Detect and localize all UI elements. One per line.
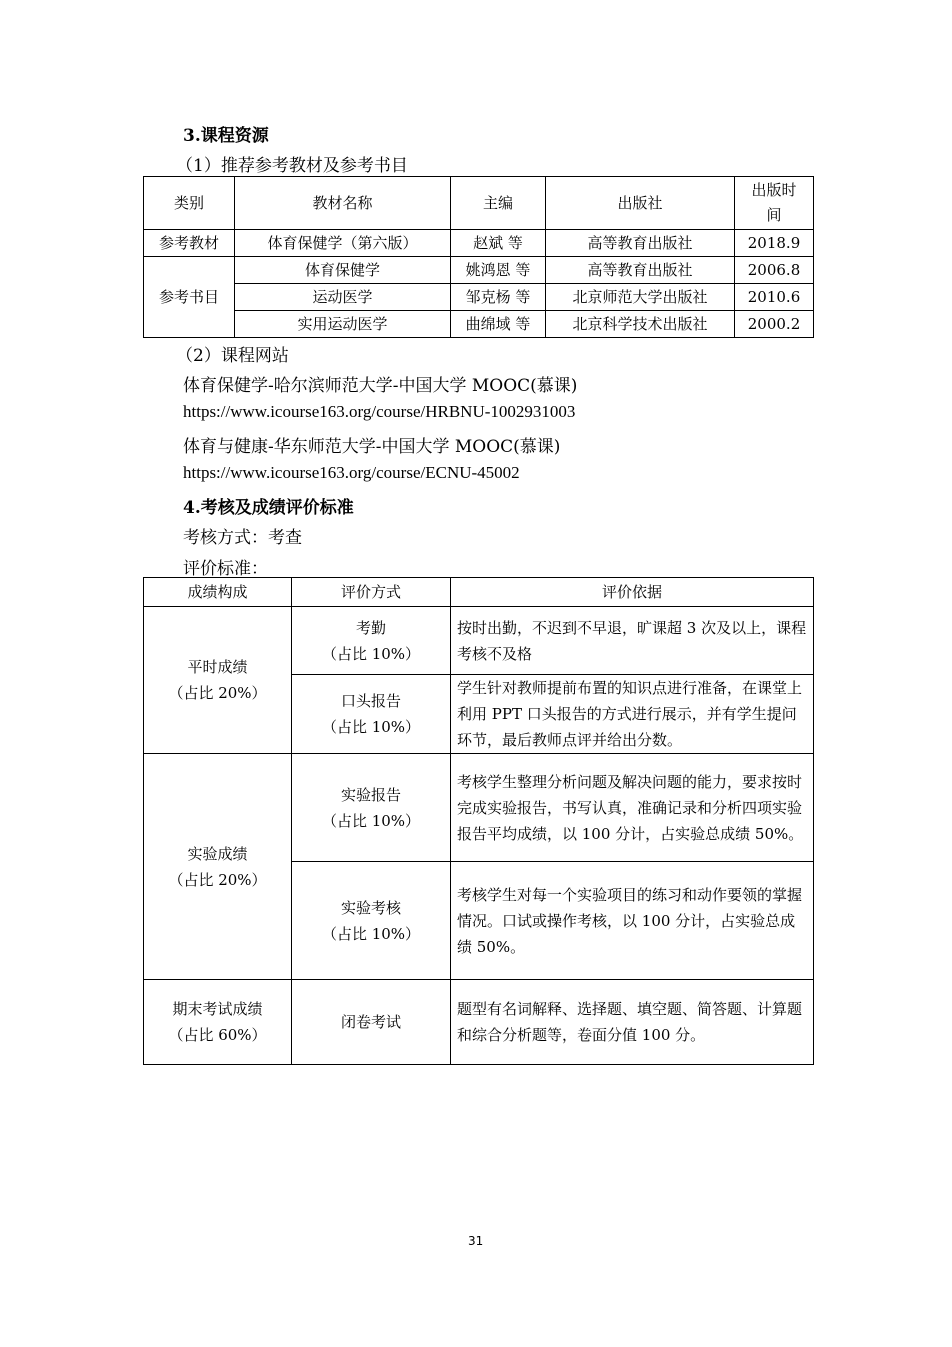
course-link-title: 体育保健学-哈尔滨师范大学-中国大学 MOOC(慕课) xyxy=(183,376,578,396)
table-row xyxy=(144,607,814,675)
method-cell: 考勤 （占比 10%） xyxy=(292,607,451,675)
category-cell: 参考教材 xyxy=(144,230,235,257)
table-header-row xyxy=(144,177,814,230)
table-row xyxy=(144,230,814,257)
method-cell: 口头报告 （占比 10%） xyxy=(292,675,451,754)
book-editor: 曲绵域 等 xyxy=(451,311,546,338)
book-publisher: 北京师范大学出版社 xyxy=(546,284,735,311)
book-publisher: 高等教育出版社 xyxy=(546,257,735,284)
table-row xyxy=(144,754,814,862)
grading-table xyxy=(143,577,814,1065)
criteria-label: 评价标准： xyxy=(183,559,268,579)
course-url[interactable]: https://www.icourse163.org/course/ECNU-45002 xyxy=(183,463,520,482)
header-method: 评价方式 xyxy=(292,578,451,607)
book-editor: 姚鸿恩 等 xyxy=(451,257,546,284)
course-link-title: 体育与健康-华东师范大学-中国大学 MOOC(慕课) xyxy=(183,437,561,457)
basis-cell: 按时出勤，不迟到不早退，旷课超 3 次及以上，课程考核不及格 xyxy=(451,607,814,675)
component-cell: 实验成绩 （占比 20%） xyxy=(144,754,292,980)
category-cell: 参考书目 xyxy=(144,257,235,338)
assessment-method: 考核方式：考查 xyxy=(183,528,302,548)
book-publisher: 高等教育出版社 xyxy=(546,230,735,257)
book-name: 实用运动医学 xyxy=(235,311,451,338)
basis-cell: 题型有名词解释、选择题、填空题、简答题、计算题和综合分析题等，卷面分值 100 分。 xyxy=(451,980,814,1065)
basis-cell: 考核学生对每一个实验项目的练习和动作要领的掌握情况。口试或操作考核，以 100 分计，占实验总成绩 50%。 xyxy=(451,862,814,980)
basis-cell: 学生针对教师提前布置的知识点进行准备，在课堂上利用 PPT 口头报告的方式进行展示，并有学生提问环节，最后教师点评并给出分数。 xyxy=(451,675,814,754)
section4-heading: 4.考核及成绩评价标准 xyxy=(183,498,354,518)
book-year: 2006.8 xyxy=(735,257,814,284)
header-basis: 评价依据 xyxy=(451,578,814,607)
book-year: 2010.6 xyxy=(735,284,814,311)
method-cell: 实验报告 （占比 10%） xyxy=(292,754,451,862)
book-year: 2018.9 xyxy=(735,230,814,257)
table-row xyxy=(144,257,814,284)
table-row xyxy=(144,284,814,311)
table-row xyxy=(144,311,814,338)
textbooks-subheading: （1）推荐参考教材及参考书目 xyxy=(176,156,408,176)
header-publisher: 出版社 xyxy=(546,177,735,230)
section3-heading: 3.课程资源 xyxy=(183,126,269,146)
header-component: 成绩构成 xyxy=(144,578,292,607)
book-name: 体育保健学（第六版） xyxy=(235,230,451,257)
header-editor: 主编 xyxy=(451,177,546,230)
book-year: 2000.2 xyxy=(735,311,814,338)
header-title: 教材名称 xyxy=(235,177,451,230)
course-url[interactable]: https://www.icourse163.org/course/HRBNU-1002931003 xyxy=(183,402,576,421)
page-number: 31 xyxy=(468,1234,484,1248)
table-header-row xyxy=(144,578,814,607)
header-category: 类别 xyxy=(144,177,235,230)
website-subheading: （2）课程网站 xyxy=(176,346,289,366)
component-cell: 期末考试成绩 （占比 60%） xyxy=(144,980,292,1065)
textbook-table xyxy=(143,176,814,338)
method-cell: 实验考核 （占比 10%） xyxy=(292,862,451,980)
header-year: 出版时 间 xyxy=(735,177,814,230)
method-cell: 闭卷考试 xyxy=(292,980,451,1065)
book-name: 运动医学 xyxy=(235,284,451,311)
basis-cell: 考核学生整理分析问题及解决问题的能力，要求按时完成实验报告，书写认真，准确记录和分析四项实验报告平均成绩，以 100 分计，占实验总成绩 50%。 xyxy=(451,754,814,862)
book-publisher: 北京科学技术出版社 xyxy=(546,311,735,338)
book-editor: 赵斌 等 xyxy=(451,230,546,257)
table-row xyxy=(144,980,814,1065)
component-cell: 平时成绩 （占比 20%） xyxy=(144,607,292,754)
book-name: 体育保健学 xyxy=(235,257,451,284)
book-editor: 邹克杨 等 xyxy=(451,284,546,311)
